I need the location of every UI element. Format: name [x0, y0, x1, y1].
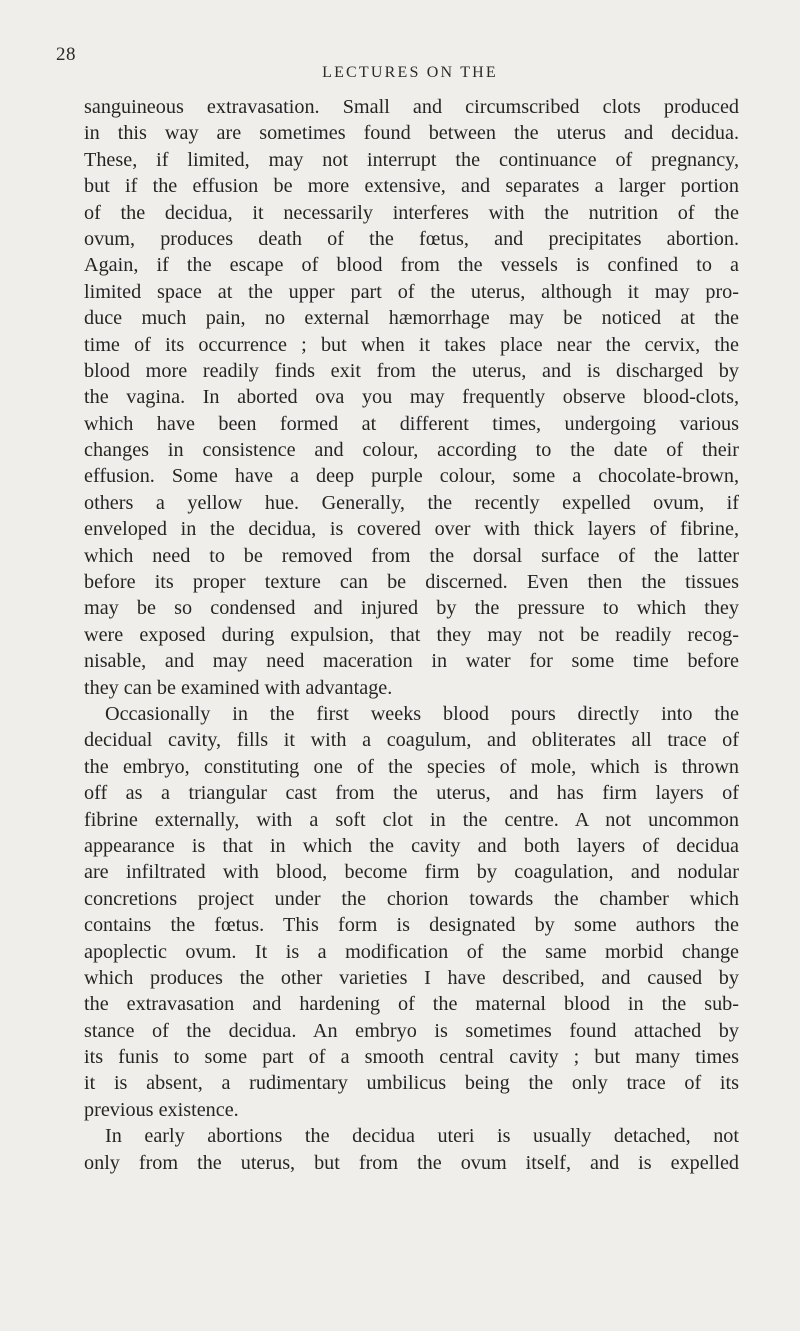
text-line: nisable, and may need maceration in water for some time before — [84, 650, 739, 673]
text-line: it is absent, a rudimentary umbilicus being the only trace of its — [84, 1072, 739, 1095]
text-line: they can be examined with advantage. — [84, 676, 393, 699]
text-line: the extravasation and hardening of the maternal blood in the sub- — [84, 993, 739, 1016]
text-line: in this way are sometimes found between the uterus and decidua. — [84, 122, 739, 145]
text-line: were exposed during expulsion, that they may not be readily recog- — [84, 623, 739, 646]
text-line: enveloped in the decidua, is covered over with thick layers of fibrine, — [84, 518, 739, 541]
text-line: blood more readily finds exit from the uterus, and is discharged by — [84, 359, 739, 382]
body-text — [84, 94, 739, 1176]
text-line: which produces the other varieties I have described, and caused by — [84, 966, 739, 989]
text-line: before its proper texture can be discerned. Even then the tissues — [84, 571, 739, 594]
text-line: off as a triangular cast from the uterus, and has firm layers of — [84, 782, 739, 805]
text-line: fibrine externally, with a soft clot in the centre. A not uncommon — [84, 808, 739, 831]
text-line: apoplectic ovum. It is a modification of the same morbid change — [84, 940, 739, 963]
page-number: 28 — [56, 44, 76, 65]
text-line: stance of the decidua. An embryo is sometimes found attached by — [84, 1019, 739, 1042]
text-line: its funis to some part of a smooth central cavity ; but many times — [84, 1046, 739, 1069]
text-line: concretions project under the chorion towards the chamber which — [84, 887, 739, 910]
text-line: sanguineous extravasation. Small and circumscribed clots produced — [84, 96, 739, 118]
text-line: may be so condensed and injured by the pressure to which they — [84, 597, 739, 620]
text-line: effusion. Some have a deep purple colour, some a chocolate-brown, — [84, 465, 739, 488]
text-line: but if the effusion be more extensive, and separates a larger portion — [84, 175, 739, 198]
text-line: the embryo, constituting one of the species of mole, which is thrown — [84, 755, 739, 778]
text-line: duce much pain, no external hæmorrhage may be noticed at the — [84, 307, 739, 330]
text-line: previous existence. — [84, 1098, 239, 1121]
text-line: In early abortions the decidua uteri is usually detached, not — [105, 1125, 739, 1148]
text-line: decidual cavity, fills it with a coagulum, and obliterates all trace of — [84, 729, 739, 752]
text-line: others a yellow hue. Generally, the recently expelled ovum, if — [84, 491, 739, 514]
text-line: the vagina. In aborted ova you may frequently observe blood-clots, — [84, 386, 739, 409]
text-line: changes in consistence and colour, according to the date of their — [84, 439, 739, 462]
text-line: of the decidua, it necessarily interferes with the nutrition of the — [84, 201, 739, 224]
text-line: appearance is that in which the cavity and both layers of decidua — [84, 834, 739, 857]
text-line: ovum, produces death of the fœtus, and precipitates abortion. — [84, 227, 739, 250]
text-line: These, if limited, may not interrupt the continuance of pregnancy, — [84, 148, 739, 171]
text-line: limited space at the upper part of the uterus, although it may pro- — [84, 280, 739, 303]
text-line: contains the fœtus. This form is designated by some authors the — [84, 914, 739, 937]
text-line: Again, if the escape of blood from the vessels is confined to a — [84, 254, 739, 277]
running-head: LECTURES ON THE — [322, 64, 498, 81]
text-line: which need to be removed from the dorsal surface of the latter — [84, 544, 739, 567]
text-line: Occasionally in the first weeks blood pours directly into the — [105, 702, 739, 725]
text-line: are infiltrated with blood, become firm by coagulation, and nodular — [84, 861, 739, 884]
text-line: only from the uterus, but from the ovum itself, and is expelled — [84, 1151, 739, 1174]
text-line: time of its occurrence ; but when it takes place near the cervix, the — [84, 333, 739, 356]
text-line: which have been formed at different times, undergoing various — [84, 412, 739, 435]
